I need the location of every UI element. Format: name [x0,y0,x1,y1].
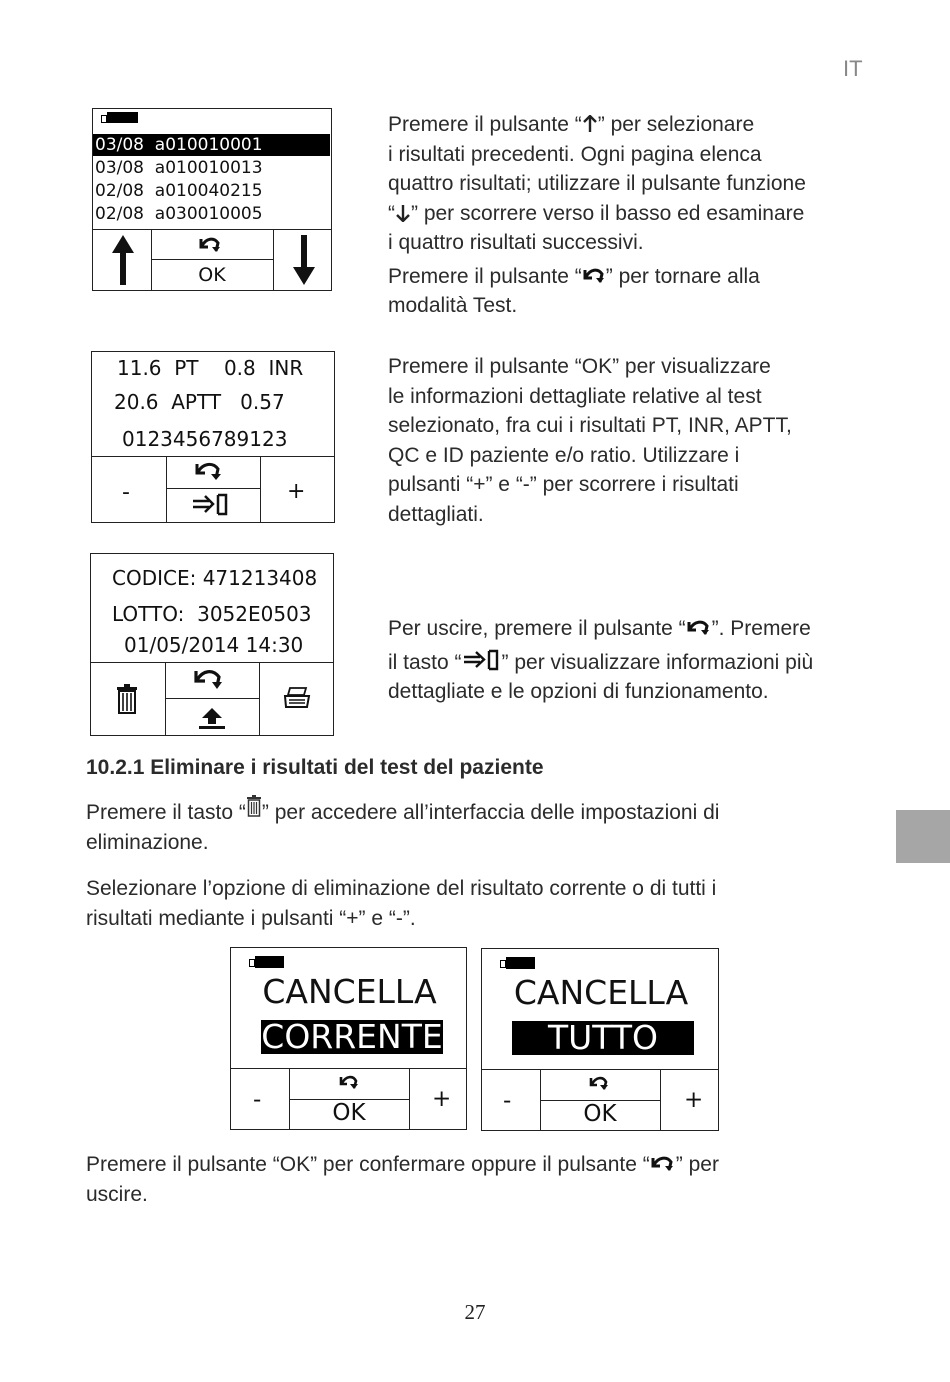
text: Premere il pulsante “ [388,264,582,288]
text: QC e ID paziente e/o ratio. Utilizzare i [388,443,740,467]
text: i quattro risultati successivi. [388,231,644,254]
text: uscire. [86,1182,148,1206]
text: il tasto “ [388,650,462,674]
text: risultati mediante i pulsanti “+” e “-”. [86,906,416,930]
back-icon [686,619,712,637]
battery-icon [506,957,535,969]
text: dettagliate e le opzioni di funzionamento. [388,680,769,703]
device-screen-delete-current [230,947,467,1130]
text: eliminazione. [86,830,209,854]
text: ” per tornare alla [605,264,760,288]
section-tab-marker [896,810,950,863]
text: ” per accedere all’interfaccia delle impostazioni di [261,801,720,824]
plus-button[interactable]: + [432,1086,452,1112]
language-marker: IT [843,56,863,81]
section-heading: 10.2.1 Eliminare i risultati del test del paziente [86,756,544,779]
back-icon [650,1155,676,1173]
aptt-line: 20.6 APTT 0.57 [114,390,285,414]
minus-button[interactable]: - [122,480,130,505]
delete-option-selected: CORRENTE [261,1017,443,1056]
text: selezionato, fra cui i risultati PT, INR, APTT, [388,414,792,437]
pt-inr-line: 11.6 PT 0.8 INR [117,356,304,380]
text: Selezionare l’opzione di eliminazione del risultato corrente o di tutti i [86,877,717,900]
instructions-navigate [388,110,878,321]
text: le informazioni dettagliate relative al test [388,384,762,408]
plus-button[interactable]: + [684,1087,704,1113]
text: ”. Premere [711,617,811,640]
delete-title: CANCELLA [513,973,689,1012]
print-icon[interactable] [283,686,311,710]
text: ” per selezionare [597,113,755,136]
battery-icon [255,956,284,968]
enter-detail-icon[interactable] [191,492,231,518]
text: Per uscire, premere il pulsante “ [388,617,686,640]
back-icon[interactable] [588,1075,610,1092]
page-number: 27 [464,1300,486,1324]
arrow-up-icon [582,115,598,133]
back-icon[interactable] [193,668,225,690]
ok-button[interactable]: OK [583,1101,617,1127]
text: Premere il pulsante “ [388,113,582,136]
confirm-instructions [86,1150,846,1209]
minus-button[interactable]: - [503,1088,512,1114]
text: ” per visualizzare informazioni più [501,650,814,674]
instructions-exit [388,614,888,707]
lot-line: LOTTO: 3052E0503 [112,602,312,626]
device-screen-lot-info [90,553,334,736]
device-screen-delete-all [481,948,719,1131]
delete-title: CANCELLA [262,972,437,1011]
text: pulsanti “+” e “-” per scorrere i risultati [388,473,739,496]
back-icon [582,267,606,285]
battery-icon [107,112,138,123]
device-screen-test-detail [91,351,335,523]
text: Premere il pulsante “OK” per visualizzare [388,355,771,378]
device-screen-results-list [92,108,332,291]
result-row: 02/08 a010040215 [95,181,263,201]
patient-id-line: 0123456789123 [122,427,288,451]
text: modalità Test. [388,294,518,317]
trash-icon[interactable] [116,684,138,714]
arrow-down-icon[interactable] [292,233,316,287]
code-line: CODICE: 471213408 [112,566,318,590]
instructions-detail [388,352,878,529]
arrow-up-icon[interactable] [111,233,135,287]
result-row: 03/08 a010010013 [95,158,263,178]
datetime-line: 01/05/2014 14:30 [124,633,304,657]
text: ” per scorrere verso il basso ed esaminare [411,201,805,225]
enter-detail-icon [462,649,502,671]
minus-button[interactable]: - [253,1087,262,1113]
back-icon[interactable] [194,461,224,481]
text: “ [388,201,395,225]
delete-instructions [86,795,846,933]
text: i risultati precedenti. Ogni pagina elenca [388,142,762,166]
arrow-down-icon [395,204,411,222]
text: Premere il pulsante “OK” per confermare oppure il pulsante “ [86,1153,650,1176]
ok-button[interactable]: OK [332,1100,366,1126]
text: quattro risultati; utilizzare il pulsante funzione [388,172,806,195]
upload-icon[interactable] [197,706,227,730]
ok-button[interactable]: OK [198,264,226,286]
text: dettagliati. [388,502,484,526]
delete-option-selected: TUTTO [512,1021,694,1055]
result-row: 02/08 a030010005 [95,204,263,224]
result-row-selected: 03/08 a010010001 [93,134,330,156]
text: ” per [675,1153,719,1176]
text: Premere il tasto “ [86,801,246,824]
trash-icon [246,795,262,817]
plus-button[interactable]: + [287,479,306,504]
back-icon[interactable] [338,1074,360,1091]
back-icon[interactable] [198,235,222,253]
